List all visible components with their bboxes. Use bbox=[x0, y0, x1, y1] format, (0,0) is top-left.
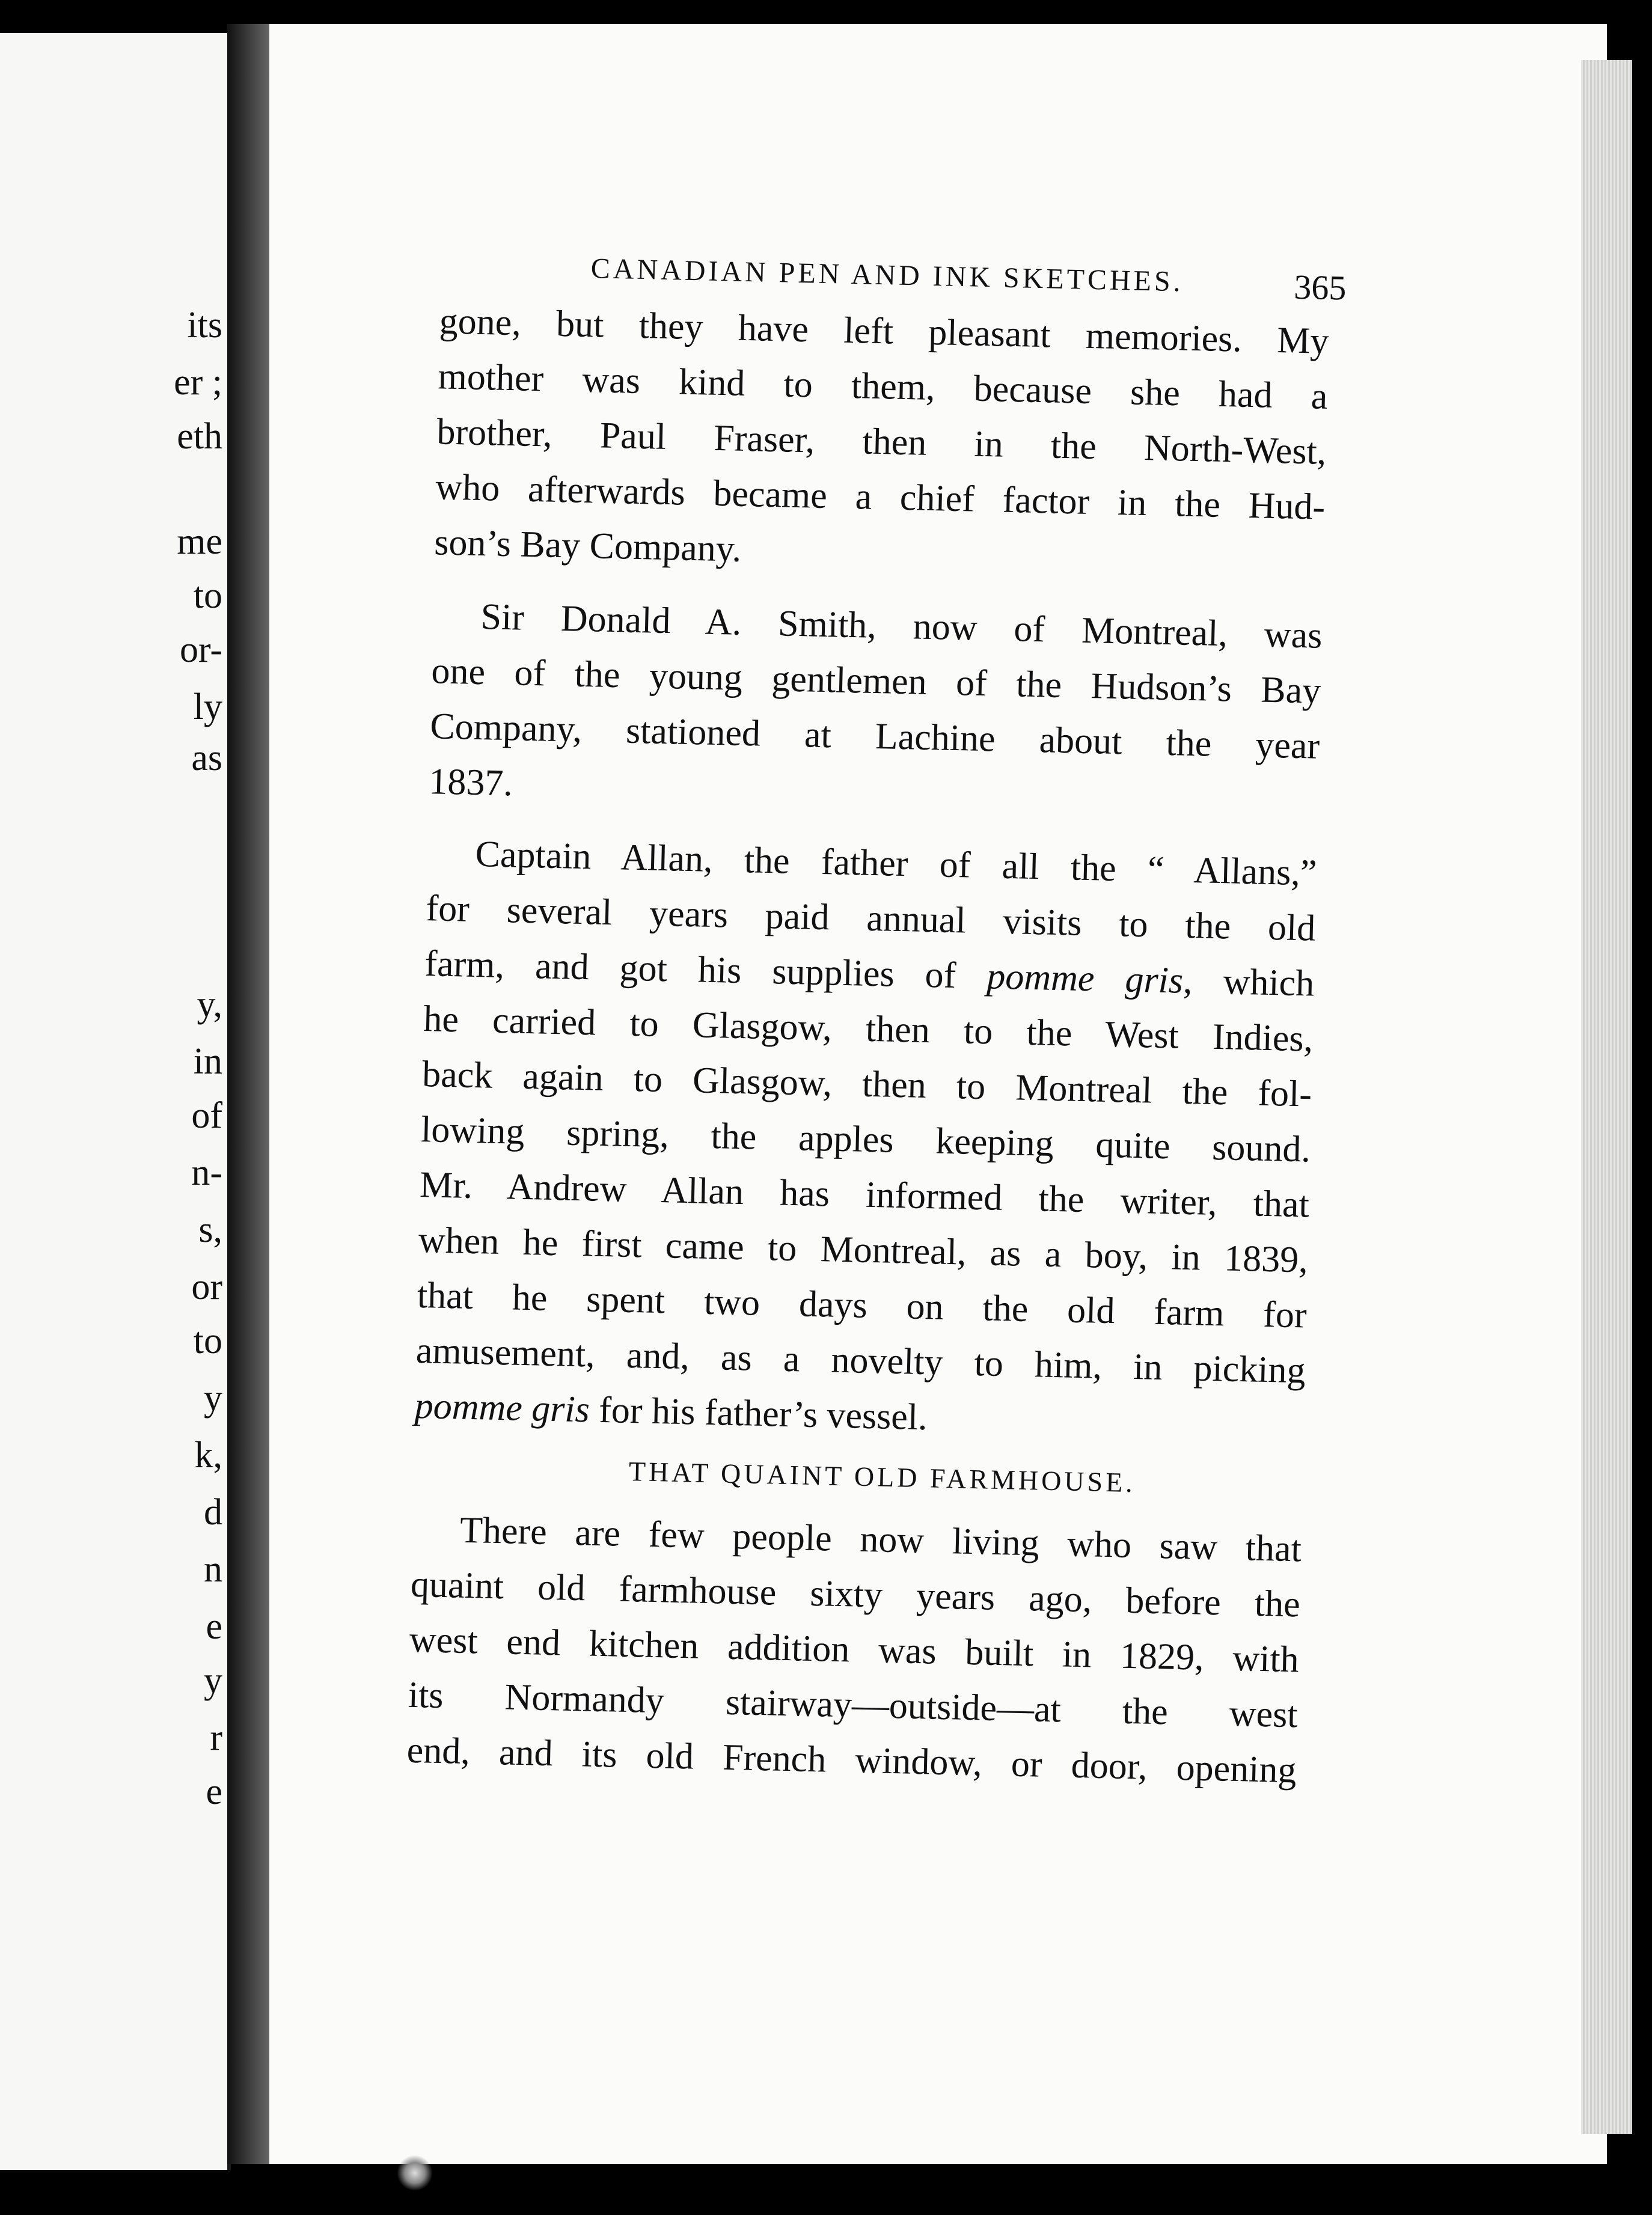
text-line: Captain Allan, the father of all the “ Allans,” bbox=[474, 833, 1318, 894]
left-fragment: k, bbox=[194, 1435, 222, 1476]
text-line: gone, but they have left pleasant memories. My bbox=[439, 301, 1330, 362]
text-line: end, and its old French window, or door, opening bbox=[406, 1729, 1297, 1791]
text-line: west end kitchen addition was built in 1829, with bbox=[409, 1619, 1300, 1681]
left-fragment: e bbox=[206, 1606, 222, 1647]
left-fragment: d bbox=[204, 1492, 222, 1533]
text-line: back again to Glasgow, then to Montreal the fol- bbox=[421, 1054, 1312, 1115]
left-fragment: y bbox=[204, 1660, 222, 1701]
left-fragment: r bbox=[210, 1717, 222, 1758]
text-line: that he spent two days on the old farm for bbox=[417, 1274, 1308, 1336]
text-line: mother was kind to them, because she had a bbox=[437, 356, 1329, 417]
left-fragment: e bbox=[206, 1771, 222, 1812]
left-fragment: ly bbox=[193, 686, 222, 727]
text-line: 1837. bbox=[428, 761, 513, 804]
left-fragment: n bbox=[204, 1549, 222, 1590]
left-fragment: in bbox=[193, 1041, 222, 1082]
left-fragment: y, bbox=[197, 984, 222, 1025]
text-line: Sir Donald A. Smith, now of Montreal, was bbox=[480, 596, 1323, 656]
left-fragment: of bbox=[191, 1095, 222, 1136]
running-head: CANADIAN PEN AND INK SKETCHES. bbox=[590, 252, 1184, 298]
left-fragment: n- bbox=[191, 1152, 222, 1193]
text-line: for several years paid annual visits to the old bbox=[425, 888, 1317, 949]
text-line: There are few people now living who saw that bbox=[459, 1509, 1302, 1570]
italic-text: pomme gris bbox=[986, 956, 1184, 1001]
left-fragment: er ; bbox=[174, 362, 222, 403]
text-line: brother, Paul Fraser, then in the North-West, bbox=[436, 411, 1327, 472]
scan-artifact bbox=[397, 2155, 433, 2191]
text-line: quaint old farmhouse sixty years ago, before the bbox=[410, 1563, 1301, 1625]
italic-text: pomme gris bbox=[414, 1385, 590, 1431]
text-segment: for his father’s vessel. bbox=[589, 1389, 928, 1438]
left-fragment: s, bbox=[198, 1209, 222, 1250]
left-fragment: to bbox=[193, 575, 222, 616]
text-line: amusement, and, as a novelty to him, in picking bbox=[415, 1330, 1306, 1392]
text-segment: farm, and got his supplies of bbox=[424, 943, 988, 997]
text-line bbox=[414, 1387, 1305, 1445]
text-line: son’s Bay Company. bbox=[433, 522, 742, 570]
text-line: one of the young gentlemen of the Hudson’s Bay bbox=[430, 650, 1321, 712]
left-fragment: to bbox=[193, 1321, 222, 1361]
left-fragment: or- bbox=[179, 629, 222, 670]
section-title: THAT QUAINT OLD FARMHOUSE. bbox=[628, 1455, 1136, 1499]
left-fragment: eth bbox=[177, 416, 222, 457]
left-fragment: as bbox=[191, 738, 222, 778]
left-fragment: or bbox=[191, 1266, 222, 1307]
left-fragment: y bbox=[204, 1378, 222, 1419]
text-line bbox=[424, 945, 1315, 1003]
text-line: who afterwards became a chief factor in the Hud- bbox=[435, 466, 1326, 528]
page-number: 365 bbox=[1293, 267, 1347, 308]
text-line: lowing spring, the apples keeping quite sound. bbox=[420, 1108, 1311, 1170]
left-fragment: its bbox=[187, 305, 222, 346]
text-line: when he first came to Montreal, as a boy, in 1839, bbox=[418, 1219, 1309, 1281]
text-segment: , which bbox=[1182, 960, 1315, 1004]
text-line: Company, stationed at Lachine about the year bbox=[429, 706, 1320, 767]
text-line: Mr. Andrew Allan has informed the writer, that bbox=[419, 1164, 1310, 1226]
left-fragment: me bbox=[177, 521, 222, 562]
text-line: he carried to Glasgow, then to the West Indies, bbox=[423, 998, 1314, 1060]
text-line: its Normandy stairway—outside—at the west bbox=[408, 1674, 1299, 1736]
